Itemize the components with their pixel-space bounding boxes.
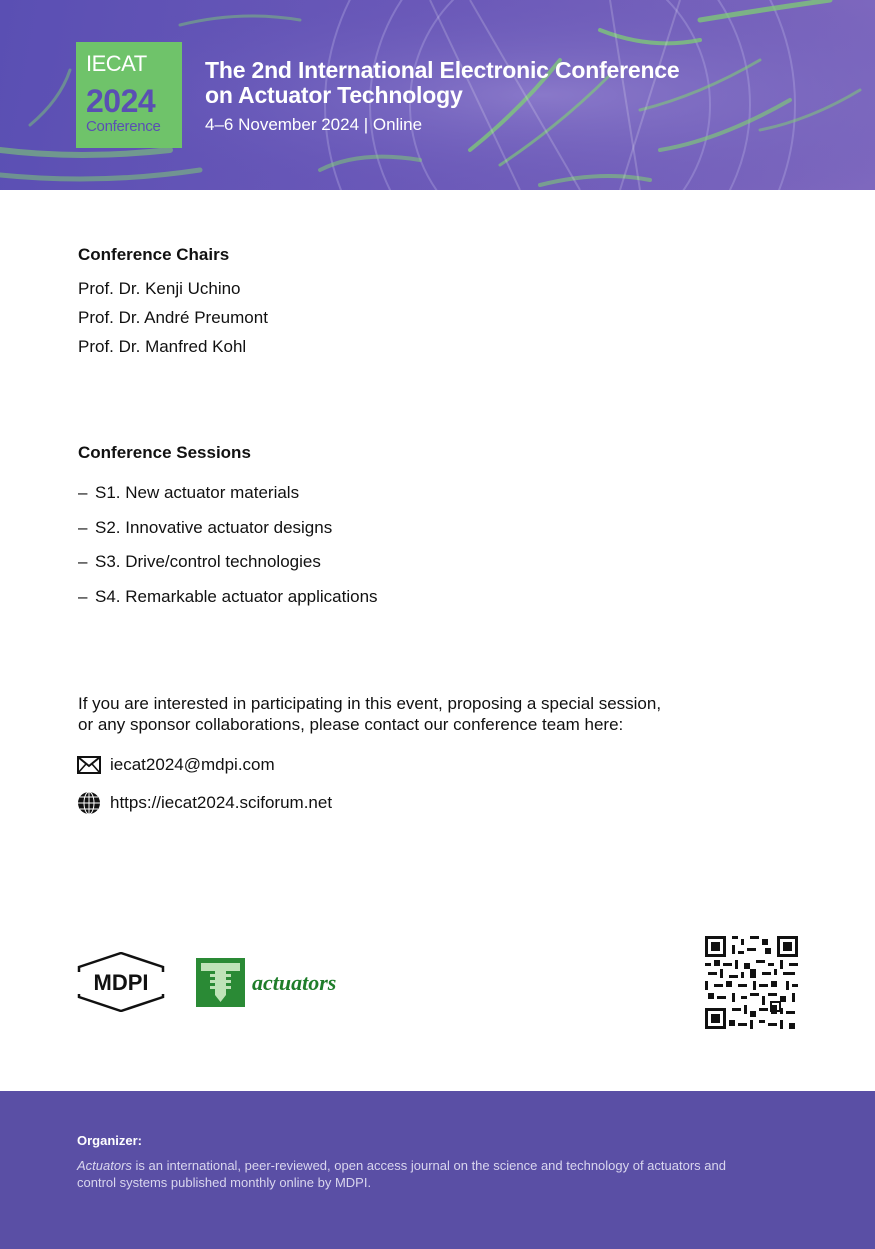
bullet-dash: – <box>78 552 88 571</box>
logo-year: 2024 <box>86 83 156 119</box>
contact-intro <box>78 693 778 735</box>
contact-email[interactable] <box>76 754 275 776</box>
chairs-list <box>78 279 268 366</box>
title-line-2: on Actuator Technology <box>205 82 463 108</box>
bullet-dash: – <box>78 483 88 502</box>
actuators-journal-name: actuators <box>252 969 337 995</box>
session-item <box>78 518 378 553</box>
journal-name: Actuators <box>77 1158 132 1173</box>
contact-intro-line-2: or any sponsor collaborations, please contact our conference team here: <box>78 715 624 734</box>
chair-name: Prof. Dr. André Preumont <box>78 308 268 327</box>
contact-website[interactable] <box>76 792 332 814</box>
organizer-label: Organizer: <box>77 1133 143 1148</box>
envelope-icon <box>76 754 102 776</box>
session-label: S2. Innovative actuator designs <box>95 517 333 537</box>
chair-name: Prof. Dr. Kenji Uchino <box>78 279 241 298</box>
actuators-logo <box>196 958 336 1007</box>
globe-icon <box>76 792 102 814</box>
actuators-journal-icon <box>196 958 245 1007</box>
iecat-logo <box>76 42 182 148</box>
title-line-1: The 2nd International Electronic Conference <box>205 57 680 83</box>
qr-code[interactable] <box>705 936 798 1029</box>
session-item <box>78 483 378 518</box>
logo-acronym: IECAT <box>86 51 147 76</box>
email-link[interactable]: iecat2024@mdpi.com <box>110 755 275 774</box>
bullet-dash: – <box>78 517 88 537</box>
chairs-heading: Conference Chairs <box>78 245 230 264</box>
sessions-list <box>78 483 378 621</box>
footer <box>0 1091 875 1249</box>
session-item <box>78 587 378 622</box>
organizer-description <box>77 1157 767 1191</box>
website-link[interactable]: https://iecat2024.sciforum.net <box>110 793 333 812</box>
logo-label: Conference <box>86 118 161 135</box>
conference-date: 4–6 November 2024 | Online <box>205 115 423 134</box>
session-item <box>78 552 378 587</box>
chair-name: Prof. Dr. Manfred Kohl <box>78 337 247 356</box>
conference-title <box>205 58 805 108</box>
sessions-heading: Conference Sessions <box>78 443 251 462</box>
organizer-description-text: is an international, peer-reviewed, open access journal on the science and technology of actuators and control systems published monthly online by MDPI. <box>77 1158 726 1190</box>
session-label: S4. Remarkable actuator applications <box>95 586 378 606</box>
session-label: S3. Drive/control technologies <box>95 552 321 571</box>
mdpi-logo-text: MDPI <box>93 970 149 995</box>
session-label: S1. New actuator materials <box>95 483 300 502</box>
mdpi-logo <box>76 952 166 1012</box>
header-banner <box>0 0 875 190</box>
contact-intro-line-1: If you are interested in participating in this event, proposing a special session, <box>78 694 662 713</box>
bullet-dash: – <box>78 586 88 606</box>
